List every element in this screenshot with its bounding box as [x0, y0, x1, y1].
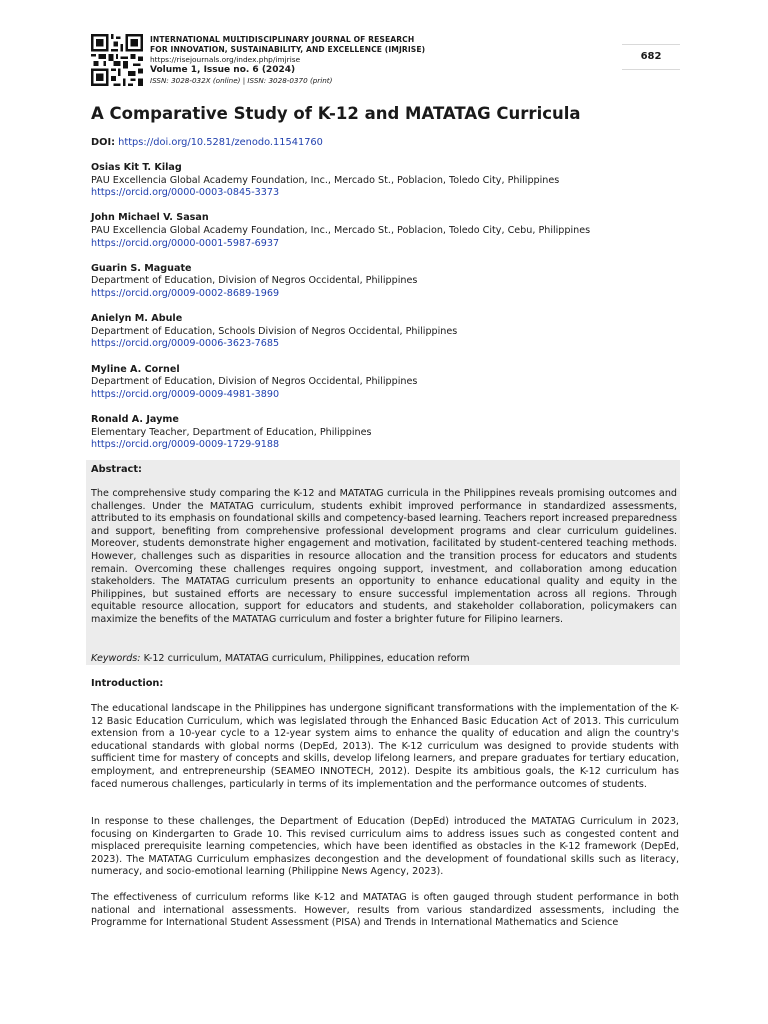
- keywords-line: [91, 653, 470, 664]
- journal-url[interactable]: https://risejournals.org/index.php/imjrise: [150, 55, 301, 64]
- author-orcid-link[interactable]: https://orcid.org/0009-0006-3623-7685: [91, 338, 280, 350]
- author-affiliation: Department of Education, Schools Division of Negros Occidental, Philippines: [91, 325, 458, 337]
- author-affiliation: Department of Education, Division of Negros Occidental, Philippines: [91, 275, 418, 287]
- author-orcid-link[interactable]: https://orcid.org/0009-0002-8689-1969: [91, 287, 280, 299]
- author-name: John Michael V. Sasan: [91, 212, 209, 224]
- author-name: Ronald A. Jayme: [91, 413, 179, 425]
- qr-code-icon[interactable]: [91, 34, 143, 86]
- author-affiliation: PAU Excellencia Global Academy Foundation, Inc., Mercado St., Poblacion, Toledo City, Philippines: [91, 174, 560, 186]
- author-entry: [91, 313, 691, 363]
- intro-paragraph-1: The educational landscape in the Philippines has undergone significant transformations with the implementation of the K-12 Basic Education Curriculum, which was legislated through the Enhanced Basic Education Act of 2013. This curriculum extension from a 10-year cycle to a 12-year system aims to enhance the quality of education and align the country's educational standards with global norms (DepEd, 2013). The K-12 curriculum was designed to provide students with sufficient time for mastery of concepts and skills, develop lifelong learners, and prepare graduates for tertiary education, employment, and entrepreneurship (SEAMEO INNOTECH, 2012). Despite its ambitious goals, the K-12 curriculum has faced numerous challenges, particularly in terms of its implementation and the performance outcomes of students.: [91, 703, 679, 790]
- author-name: Osias Kit T. Kilag: [91, 162, 182, 173]
- volume-issue: Volume 1, Issue no. 6 (2024): [150, 65, 296, 75]
- journal-name-line1: INTERNATIONAL MULTIDISCIPLINARY JOURNAL OF RESEARCH: [150, 35, 415, 44]
- doi-link[interactable]: https://doi.org/10.5281/zenodo.11541760: [118, 137, 323, 148]
- author-orcid-link[interactable]: https://orcid.org/0009-0009-1729-9188: [91, 439, 280, 451]
- author-entry: [91, 364, 691, 414]
- keywords-text: K-12 curriculum, MATATAG curriculum, Philippines, education reform: [143, 653, 470, 664]
- author-name: Anielyn M. Abule: [91, 313, 183, 325]
- author-name: Guarin S. Maguate: [91, 262, 192, 274]
- author-list: [91, 162, 691, 464]
- author-orcid-link[interactable]: https://orcid.org/0009-0009-4981-3890: [91, 388, 280, 400]
- abstract-heading: Abstract:: [91, 464, 142, 475]
- author-affiliation: Department of Education, Division of Negros Occidental, Philippines: [91, 376, 418, 388]
- author-entry: [91, 263, 691, 313]
- intro-paragraph-3: The effectiveness of curriculum reforms like K-12 and MATATAG is often gauged through student performance in both national and international assessments. However, results from various standardized assessments, including the Programme for International Student Assessment (PISA) and Trends in International Mathematics and Science: [91, 892, 679, 929]
- author-affiliation: Elementary Teacher, Department of Education, Philippines: [91, 426, 372, 438]
- introduction-heading: Introduction:: [91, 678, 164, 689]
- author-affiliation: PAU Excellencia Global Academy Foundation, Inc., Mercado St., Poblacion, Toledo City, Cebu, Philippines: [91, 224, 591, 236]
- issn: ISSN: 3028-032X (online) | ISSN: 3028-0370 (print): [150, 76, 333, 85]
- doi-label: DOI:: [91, 137, 116, 148]
- author-entry: [91, 414, 691, 464]
- author-orcid-link[interactable]: https://orcid.org/0000-0001-5987-6937: [91, 237, 280, 249]
- journal-info: [150, 35, 610, 86]
- abstract-text: The comprehensive study comparing the K-12 and MATATAG curricula in the Philippines reveals promising outcomes and challenges. Under the MATATAG curriculum, students exhibit improved performance in standardized assessments, attributed to its emphasis on foundational skills and competency-based learning. Teachers report increased preparedness and support, benefiting from comprehensive professional development programs and clear curriculum guidelines. Moreover, students demonstrate higher engagement and motivation, facilitated by student-centered teaching methods. However, challenges such as disparities in resource allocation and the transition process for educators and students remain. Overcoming these challenges requires ongoing support, investment, and collaboration among education stakeholders. The MATATAG curriculum presents an opportunity to enhance educational quality and equity in the Philippines, but sustained efforts are necessary to ensure successful implementation across all regions. Through equitable resource allocation, support for educators and students, and stakeholder collaboration, policymakers can maximize the benefits of the MATATAG curriculum and foster a brighter future for Filipino learners.: [91, 488, 677, 625]
- author-orcid-link[interactable]: https://orcid.org/0000-0003-0845-3373: [91, 187, 280, 199]
- journal-name-line2: FOR INNOVATION, SUSTAINABILITY, AND EXCELLENCE (IMJRISE): [150, 45, 426, 54]
- author-entry: [91, 162, 691, 212]
- intro-paragraph-2: In response to these challenges, the Department of Education (DepEd) introduced the MATATAG Curriculum in 2023, focusing on Kindergarten to Grade 10. This revised curriculum aims to address issues such as congested content and misplaced prerequisite learning competencies, which have been identified as obstacles in the K-12 framework (DepEd, 2023). The MATATAG Curriculum emphasizes decongestion and the development of foundational skills such as literacy, numeracy, and socio-emotional learning (Philippine News Agency, 2023).: [91, 816, 679, 878]
- author-entry: [91, 212, 691, 262]
- page-number: 682: [640, 51, 662, 62]
- doi-line: [91, 137, 323, 148]
- author-name: Myline A. Cornel: [91, 363, 180, 375]
- keywords-label: Keywords:: [91, 653, 141, 664]
- article-title: A Comparative Study of K-12 and MATATAG Curricula: [91, 104, 581, 123]
